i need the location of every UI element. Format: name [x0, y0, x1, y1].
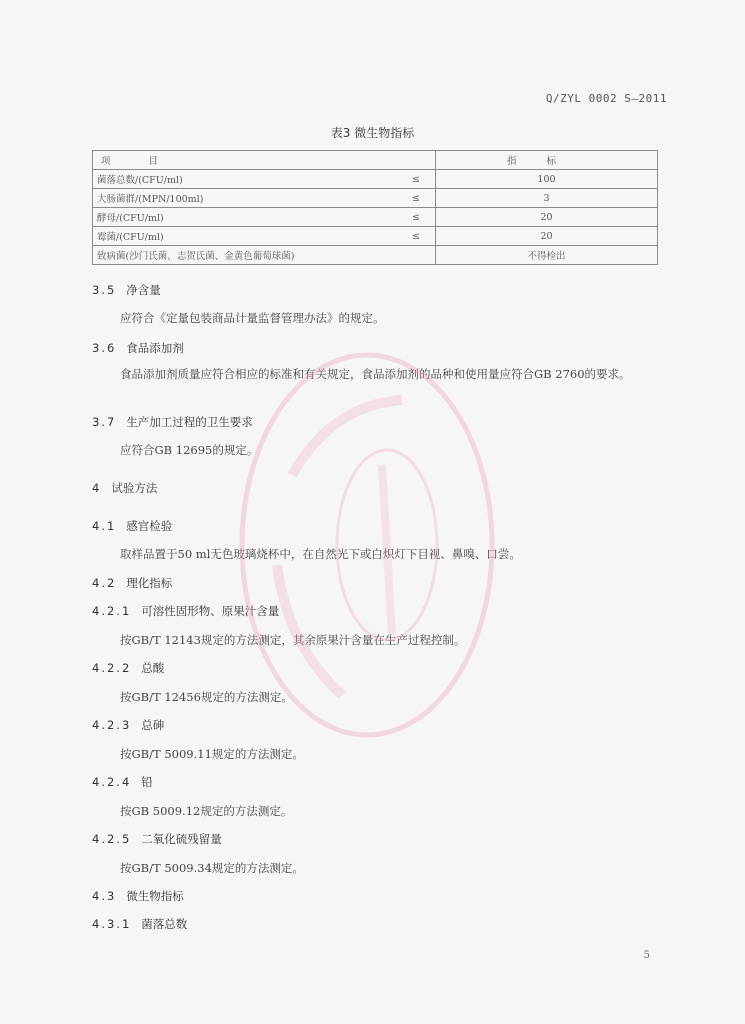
row-op: ≤	[397, 208, 436, 227]
section-text-4-2-4: 按GB 5009.12规定的方法测定。	[120, 804, 293, 818]
section-heading-4-3-1: 4.3.1 菌落总数	[92, 917, 188, 931]
section-heading-4-2-1: 4.2.1 可溶性固形物、原果汁含量	[92, 604, 280, 618]
row-value: 100	[436, 170, 658, 189]
row-value: 不得检出	[436, 246, 658, 265]
section-heading-4-1: 4.1 感官检验	[92, 519, 173, 533]
microbiology-table	[92, 150, 658, 265]
section-heading-3-7: 3.7 生产加工过程的卫生要求	[92, 415, 253, 429]
section-heading-3-6: 3.6 食品添加剂	[92, 341, 184, 355]
page-number: 5	[643, 950, 650, 961]
row-value: 3	[436, 189, 658, 208]
section-heading-4-2-5: 4.2.5 二氧化硫残留量	[92, 832, 222, 846]
row-value: 20	[436, 208, 658, 227]
section-text-4-2-2: 按GB/T 12456规定的方法测定。	[120, 690, 293, 704]
section-heading-4-3: 4.3 微生物指标	[92, 889, 184, 903]
section-heading-4-2-2: 4.2.2 总酸	[92, 661, 165, 675]
section-heading-4: 4 试验方法	[92, 481, 158, 495]
document-code: Q/ZYL 0002 S—2011	[545, 92, 667, 105]
header-index: 指标	[436, 151, 658, 170]
row-item: 霉菌/(CFU/ml)	[93, 227, 398, 246]
section-text-4-1: 取样品置于50 ml无色玻璃烧杯中，在自然光下或白炽灯下目视、鼻嗅、口尝。	[120, 547, 521, 561]
table-row	[93, 227, 658, 246]
section-heading-4-2-3: 4.2.3 总砷	[92, 718, 165, 732]
section-heading-3-5: 3.5 净含量	[92, 283, 161, 297]
section-text-3-7: 应符合GB 12695的规定。	[120, 443, 259, 457]
row-item: 酵母/(CFU/ml)	[93, 208, 398, 227]
header-item: 项目	[93, 151, 436, 170]
table-row	[93, 246, 658, 265]
row-value: 20	[436, 227, 658, 246]
table-row	[93, 208, 658, 227]
section-text-4-2-1: 按GB/T 12143规定的方法测定，其余原果汁含量在生产过程控制。	[120, 633, 466, 647]
section-text-3-6: 食品添加剂质量应符合相应的标准和有关规定，食品添加剂的品种和使用量应符合GB 2760的要求。	[120, 367, 631, 381]
section-text-4-2-5: 按GB/T 5009.34规定的方法测定。	[120, 861, 304, 875]
table-row	[93, 170, 658, 189]
section-text-4-2-3: 按GB/T 5009.11规定的方法测定。	[120, 747, 304, 761]
official-seal	[232, 345, 502, 745]
row-item: 致病菌(沙门氏菌、志贺氏菌、金黄色葡萄球菌)	[93, 246, 398, 265]
row-item: 菌落总数/(CFU/ml)	[93, 170, 398, 189]
row-op: ≤	[397, 170, 436, 189]
row-op	[397, 246, 436, 265]
section-heading-4-2-4: 4.2.4 铅	[92, 775, 153, 789]
table-title: 表3 微生物指标	[330, 126, 415, 140]
table-row	[93, 189, 658, 208]
section-text-3-5: 应符合《定量包装商品计量监督管理办法》的规定。	[120, 311, 385, 325]
row-item: 大肠菌群/(MPN/100ml)	[93, 189, 398, 208]
section-heading-4-2: 4.2 理化指标	[92, 576, 173, 590]
row-op: ≤	[397, 227, 436, 246]
row-op: ≤	[397, 189, 436, 208]
table-header-row	[93, 151, 658, 170]
